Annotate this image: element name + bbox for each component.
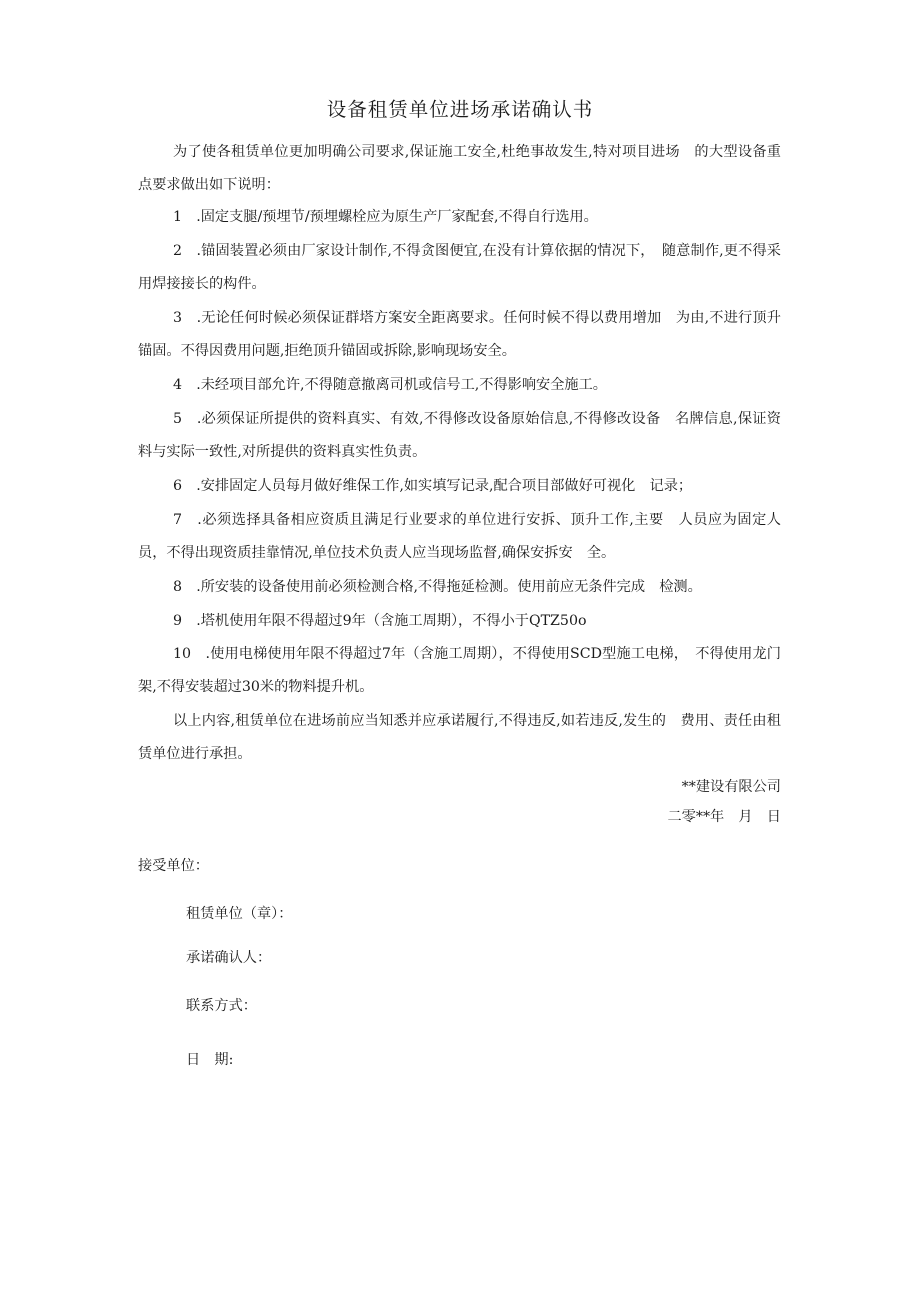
- contact-field: 联系方式：: [186, 998, 257, 1014]
- confirmer-field: 承诺确认人：: [186, 950, 272, 966]
- intro-paragraph: 为了使各租赁单位更加明确公司要求,保证施工安全,杜绝事故发生,特对项目进场 的大型设备重点要求做出如下说明：: [138, 144, 781, 193]
- requirement-item-2: 2 .锚固装置必须由厂家设计制作,不得贪图便宜,在没有计算依据的情况下， 随意制作,更不得采用焊接接长的构件。: [138, 243, 781, 292]
- date-field: 日 期:: [186, 1052, 234, 1068]
- requirement-item-10: 10 .使用电梯使用年限不得超过7年（含施工周期），不得使用SCD型施工电梯， 不得使用龙门架,不得安装超过30米的物料提升机。: [138, 646, 781, 695]
- requirement-item-5: 5 .必须保证所提供的资料真实、有效,不得修改设备原始信息,不得修改设备 名牌信息,保证资料与实际一致性,对所提供的资料真实性负责。: [138, 411, 781, 460]
- requirement-item-4: 4 .未经项目部允许,不得随意撤离司机或信号工,不得影响安全施工。: [173, 377, 607, 393]
- closing-paragraph: 以上内容,租赁单位在进场前应当知悉并应承诺履行,不得违反,如若违反,发生的 费用、责任由租赁单位进行承担。: [138, 713, 781, 762]
- receiver-label: 接受单位：: [138, 858, 209, 874]
- requirement-item-8: 8 .所安装的设备使用前必须检测合格,不得拖延检测。使用前应无条件完成 检测。: [173, 579, 702, 595]
- signature-date: 二零**年 月 日: [667, 809, 781, 825]
- requirement-item-9: 9 .塔机使用年限不得超过9年（含施工周期），不得小于QTZ50o: [173, 613, 587, 629]
- requirement-item-3: 3 .无论任何时候必须保证群塔方案安全距离要求。任何时候不得以费用增加 为由,不进行顶升锚固。不得因费用问题,拒绝顶升锚固或拆除,影响现场安全。: [138, 310, 781, 359]
- company-name: **建设有限公司: [681, 779, 781, 795]
- requirement-item-1: 1 .固定支腿/预埋节/预埋螺栓应为原生产厂家配套,不得自行选用。: [173, 209, 598, 225]
- lessor-seal-field: 租赁单位（章）：: [186, 906, 293, 922]
- requirement-item-7: 7 .必须选择具备相应资质且满足行业要求的单位进行安拆、顶升工作,主要 人员应为固定人员，不得出现资质挂靠情况,单位技术负责人应当现场监督,确保安拆安 全。: [138, 512, 781, 561]
- document-title: 设备租赁单位进场承诺确认书: [326, 98, 594, 121]
- requirement-item-6: 6 .安排固定人员每月做好维保工作,如实填写记录,配合项目部做好可视化 记录；: [173, 478, 693, 494]
